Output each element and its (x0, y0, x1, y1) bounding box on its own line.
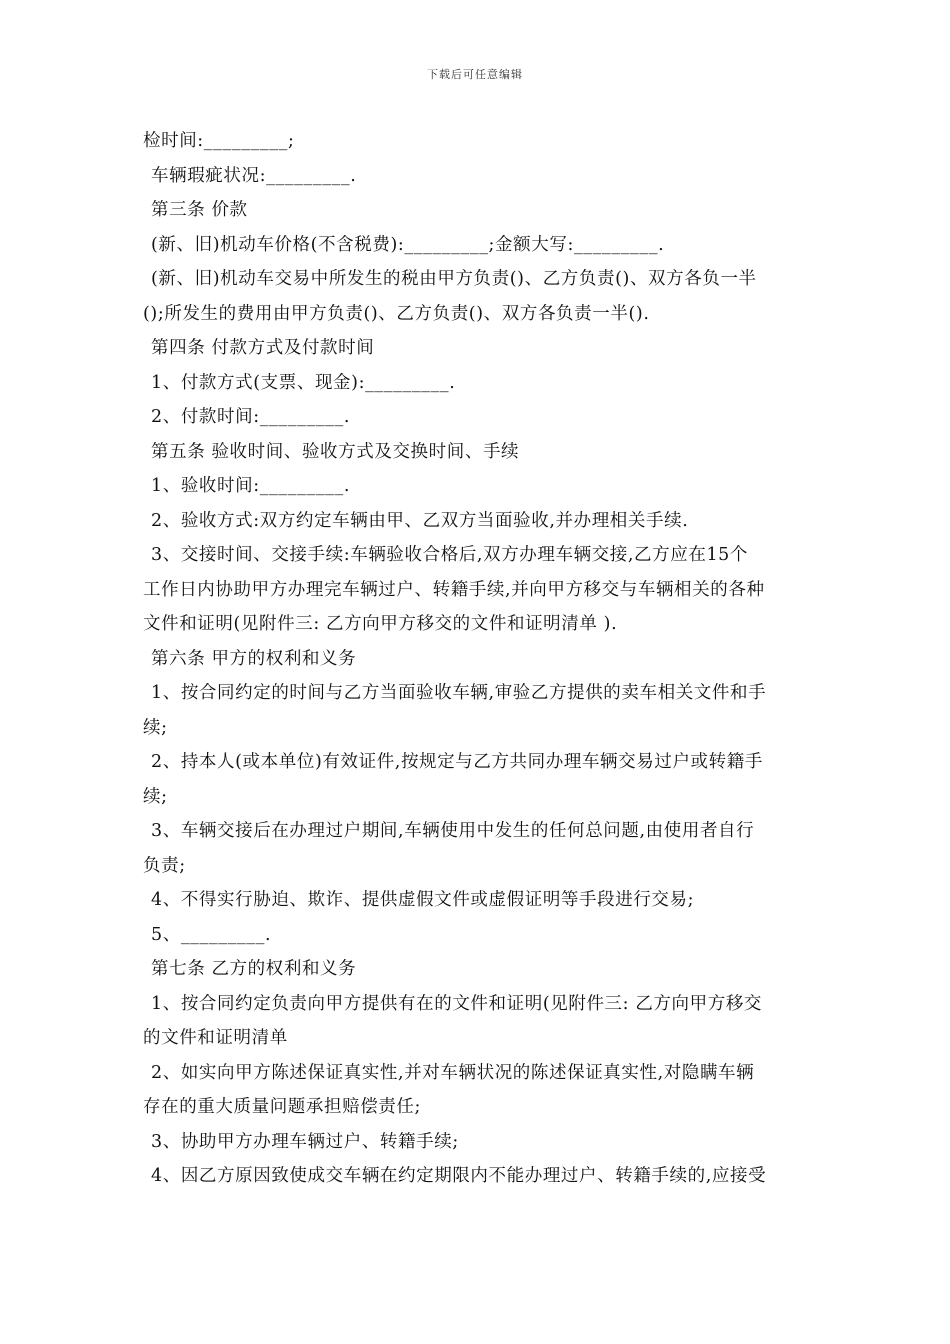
text-line: 2、如实向甲方陈述保证真实性,并对车辆状况的陈述保证真实性,对隐瞒车辆 (151, 1062, 755, 1083)
text-line: (新、旧)机动车交易中所发生的税由甲方负责()、乙方负责()、双方各负一半 (151, 269, 757, 289)
text-line: 2、验收方式:双方约定车辆由甲、乙双方当面验收,并办理相关手续. (151, 510, 689, 531)
text-line: 存在的重大质量问题承担赔偿责任; (143, 1097, 421, 1117)
text-line: 2、持本人(或本单位)有效证件,按规定与乙方共同办理车辆交易过户或转籍手 (151, 752, 763, 772)
section-heading: 第三条 价款 (151, 200, 248, 220)
text-line: (新、旧)机动车价格(不含税费):_________;金额大写:_________. (151, 234, 665, 255)
section-heading: 第四条 付款方式及付款时间 (151, 338, 375, 358)
text-line: 续; (143, 717, 168, 738)
text-line: 续; (143, 786, 168, 807)
text-line: 4、因乙方原因致使成交车辆在约定期限内不能办理过户、转籍手续的,应接受 (151, 1166, 767, 1186)
text-line: 3、交接时间、交接手续:车辆验收合格后,双方办理车辆交接,乙方应在15个 (151, 545, 749, 565)
text-line: 车辆瑕疵状况:_________. (151, 165, 357, 186)
text-line: 3、车辆交接后在办理过户期间,车辆使用中发生的任何总问题,由使用者自行 (151, 821, 755, 841)
text-line: 1、按合同约定负责向甲方提供有在的文件和证明(见附件三: 乙方向甲方移交 (151, 993, 763, 1014)
document-body (143, 124, 813, 1194)
text-line: 2、付款时间:_________. (151, 407, 351, 427)
text-line: 工作日内协助甲方办理完车辆过户、转籍手续,并向甲方移交与车辆相关的各种 (143, 579, 765, 600)
section-heading: 第六条 甲方的权利和义务 (151, 648, 357, 669)
text-line: 的文件和证明清单 (143, 1028, 288, 1048)
text-line: 3、协助甲方办理车辆过户、转籍手续; (151, 1131, 459, 1152)
text-line: 1、验收时间:_________. (151, 476, 351, 496)
page-header: 下载后可任意编辑 (427, 68, 523, 81)
text-line: 4、不得实行胁迫、欺诈、提供虚假文件或虚假证明等手段进行交易; (151, 890, 695, 910)
text-line: 文件和证明(见附件三: 乙方向甲方移交的文件和证明清单 ). (143, 614, 618, 634)
text-line: 1、付款方式(支票、现金):_________. (151, 372, 456, 393)
text-line: 检时间:_________; (143, 131, 295, 151)
text-line: 负责; (143, 855, 186, 876)
text-line: 1、按合同约定的时间与乙方当面验收车辆,审验乙方提供的卖车相关文件和手 (151, 683, 767, 703)
text-line: ();所发生的费用由甲方负责()、乙方负责()、双方各负责一半(). (143, 303, 650, 324)
section-heading: 第五条 验收时间、验收方式及交换时间、手续 (151, 441, 520, 462)
section-heading: 第七条 乙方的权利和义务 (151, 959, 357, 979)
text-line: 5、_________. (151, 924, 272, 945)
